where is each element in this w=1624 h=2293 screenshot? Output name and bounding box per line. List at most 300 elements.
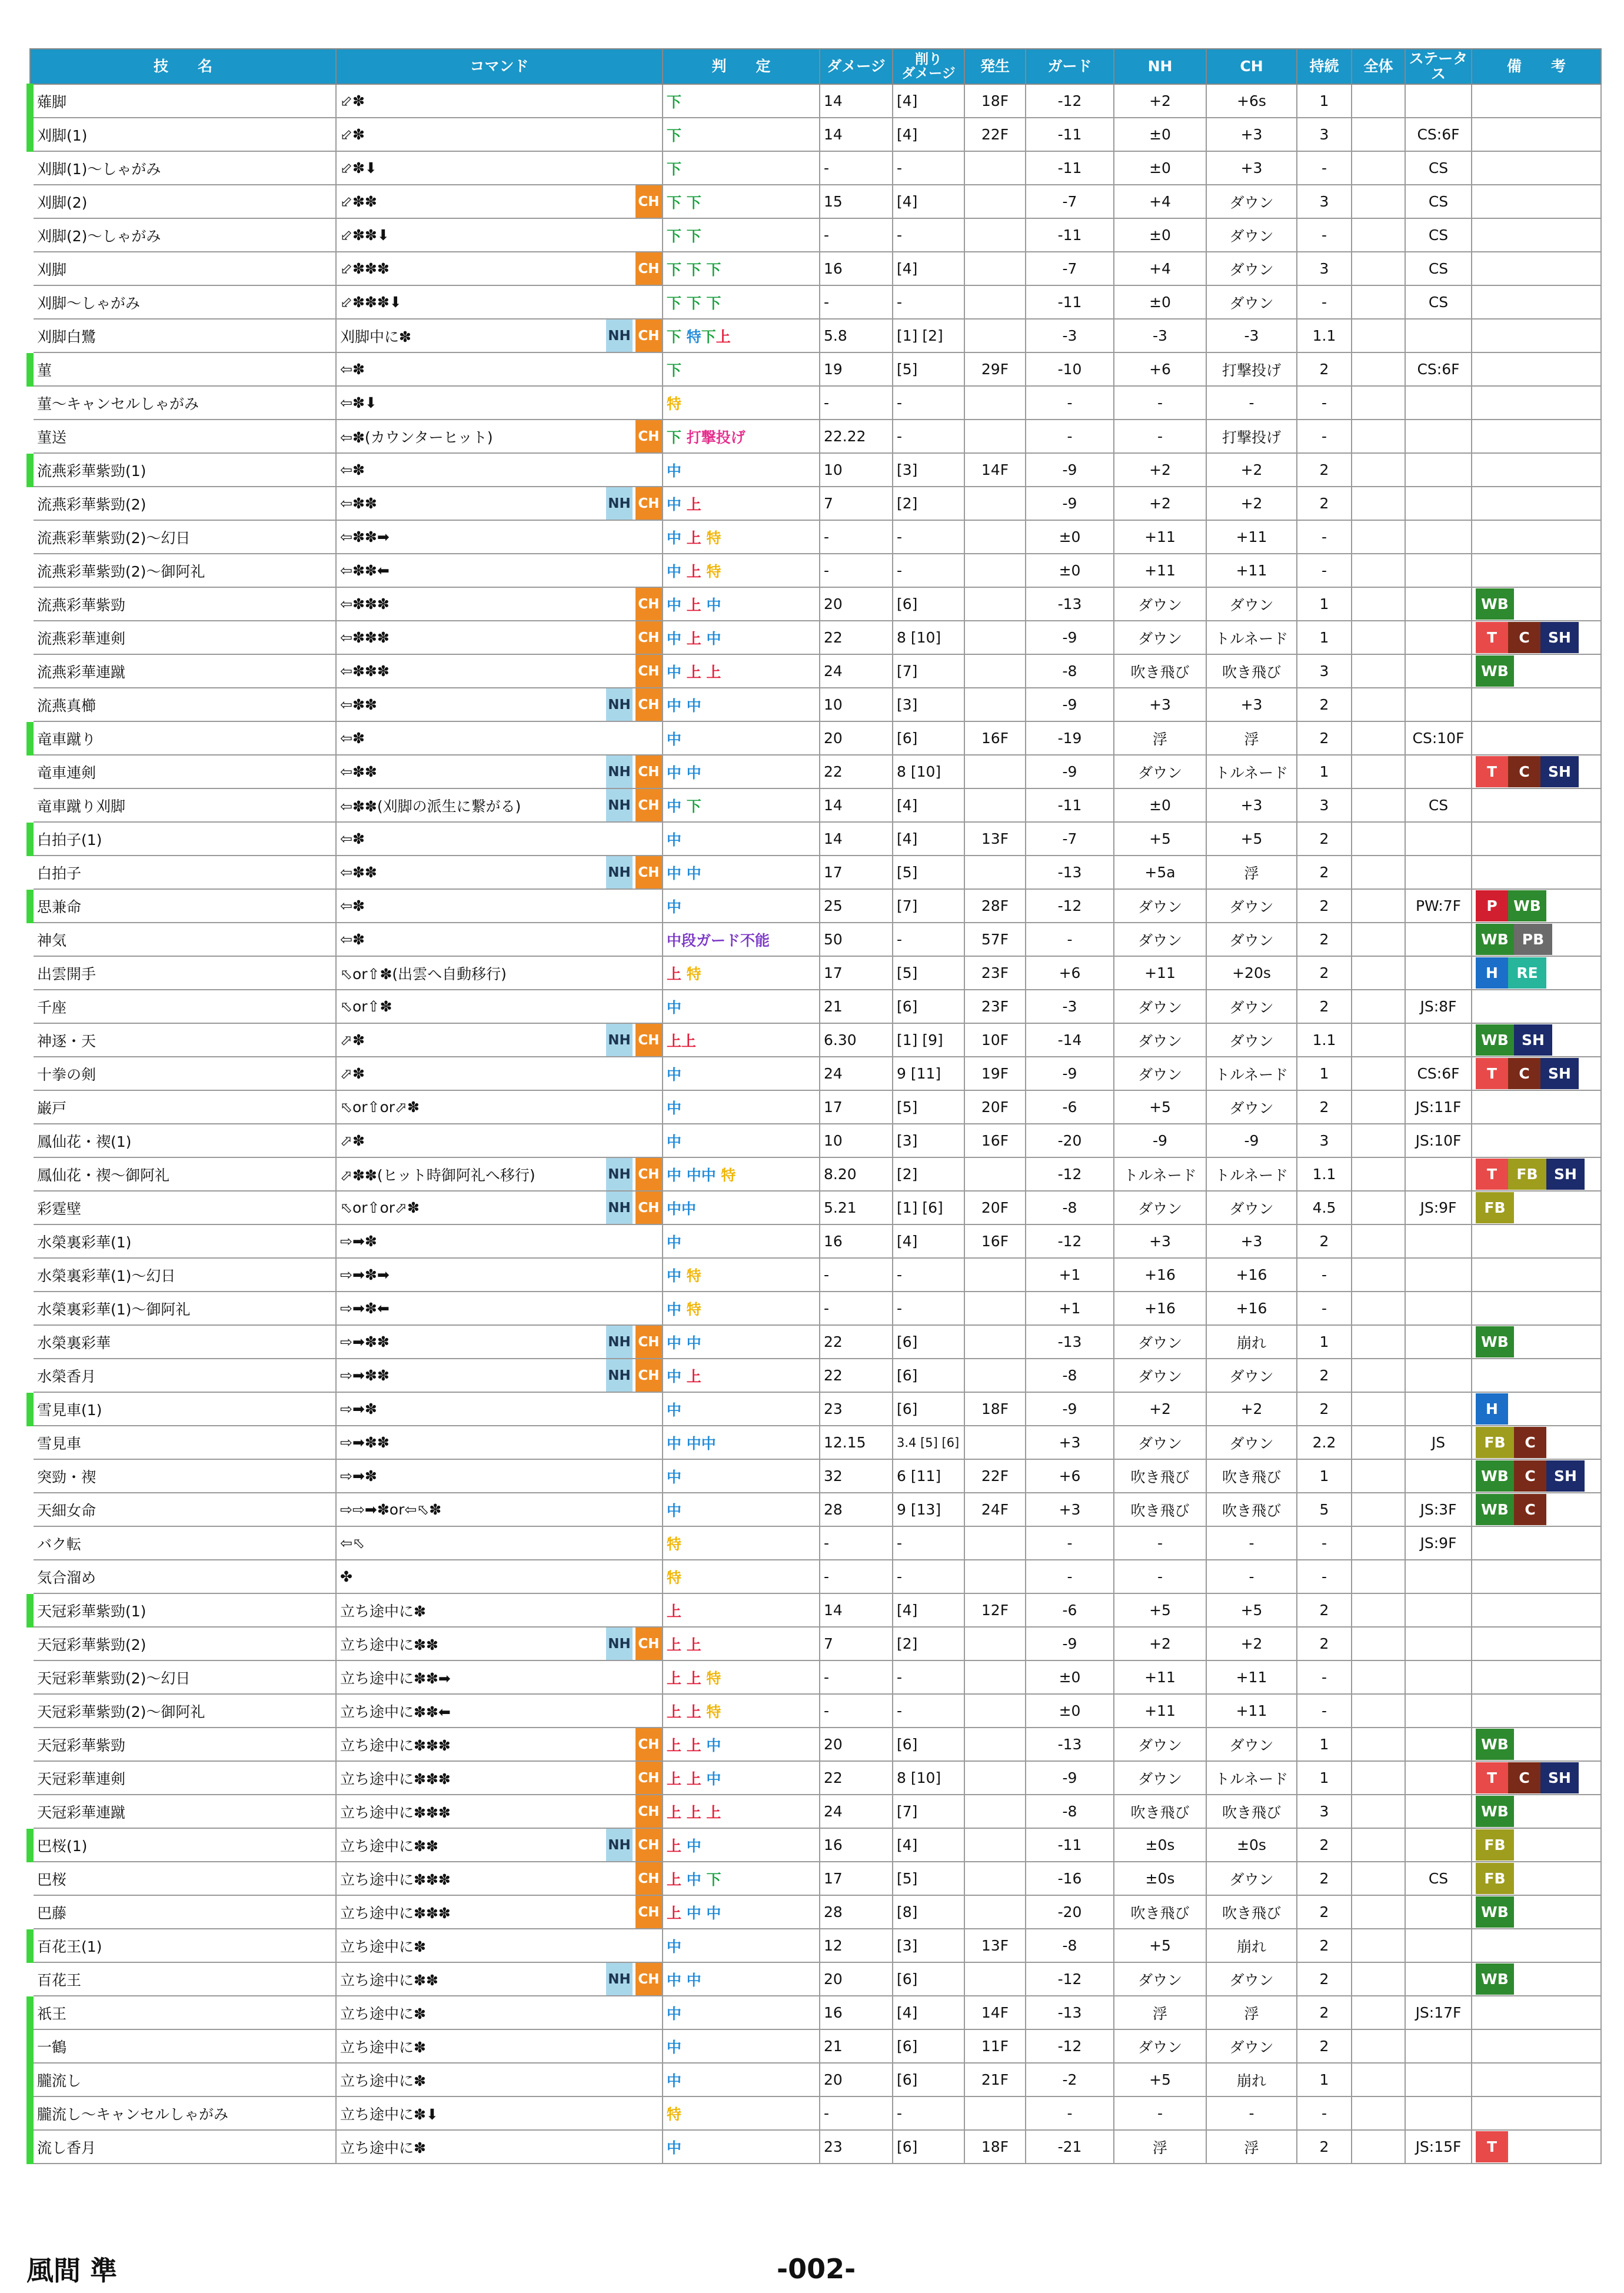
hit-level: 中 bbox=[667, 730, 682, 748]
status bbox=[1405, 2063, 1472, 2096]
nh-frames: 浮 bbox=[1114, 1996, 1206, 2029]
notes-cell bbox=[1472, 1224, 1601, 1258]
chip-damage: [5] bbox=[893, 1090, 964, 1124]
ch-frames: 打撃投げ bbox=[1206, 352, 1297, 386]
badge-group bbox=[1476, 320, 1597, 351]
notes-cell bbox=[1472, 2130, 1601, 2164]
duration: 1 bbox=[1297, 1057, 1352, 1090]
duration: - bbox=[1297, 554, 1352, 587]
chip-damage: - bbox=[893, 1694, 964, 1728]
hit-level-cell bbox=[663, 520, 820, 554]
hit-level: 中 bbox=[667, 2005, 682, 2022]
damage: 19 bbox=[820, 352, 893, 386]
guard-frames: -9 bbox=[1026, 1057, 1114, 1090]
hit-level: 特 bbox=[721, 1166, 736, 1184]
table-row bbox=[30, 1157, 1601, 1191]
damage: 22 bbox=[820, 1325, 893, 1359]
table-row bbox=[30, 889, 1601, 923]
damage: 21 bbox=[820, 2029, 893, 2063]
total-frames bbox=[1352, 856, 1405, 889]
nh-frames: +4 bbox=[1114, 185, 1206, 218]
move-name: 天冠彩華連蹴 bbox=[30, 1795, 336, 1828]
chip-damage: [1] [9] bbox=[893, 1023, 964, 1057]
badge-wb: WB bbox=[1476, 1963, 1514, 1995]
badge-re: RE bbox=[1508, 957, 1546, 989]
status: CS bbox=[1405, 185, 1472, 218]
move-name: 祇王 bbox=[30, 1996, 336, 2029]
hit-level-cell bbox=[663, 1057, 820, 1090]
badge-group bbox=[1476, 1293, 1597, 1324]
guard-frames: - bbox=[1026, 386, 1114, 420]
startup bbox=[964, 788, 1026, 822]
total-frames bbox=[1352, 621, 1405, 654]
guard-frames: ±0 bbox=[1026, 1694, 1114, 1728]
nh-tag: NH bbox=[606, 1963, 633, 1995]
nh-tag: NH bbox=[606, 1158, 633, 1190]
command-cell bbox=[336, 1728, 663, 1761]
hit-level-cell bbox=[663, 1728, 820, 1761]
command-cell bbox=[336, 453, 663, 487]
table-row bbox=[30, 1124, 1601, 1157]
hit-level: 特 bbox=[686, 1300, 701, 1318]
damage: 15 bbox=[820, 185, 893, 218]
hit-level: 下 bbox=[667, 361, 682, 379]
ch-tag: CH bbox=[635, 1192, 662, 1224]
guard-frames: -13 bbox=[1026, 856, 1114, 889]
table-row bbox=[30, 2029, 1601, 2063]
duration: - bbox=[1297, 2096, 1352, 2130]
command-cell bbox=[336, 218, 663, 252]
nh-frames: トルネード bbox=[1114, 1157, 1206, 1191]
ch-tag: CH bbox=[635, 789, 662, 821]
chip-damage: 8 [10] bbox=[893, 621, 964, 654]
table-row bbox=[30, 1795, 1601, 1828]
nh-frames: ±0 bbox=[1114, 151, 1206, 185]
command-text: ⇦✽✽ bbox=[340, 495, 377, 512]
command-text: ⇦✽(カウンターヒット) bbox=[340, 428, 493, 446]
chip-damage: 8 [10] bbox=[893, 755, 964, 788]
command-cell bbox=[336, 1862, 663, 1895]
command-text: ⬁or⇧✽(出雲へ自動移行) bbox=[340, 965, 507, 983]
hit-level: 特 bbox=[667, 1569, 682, 1586]
table-row bbox=[30, 654, 1601, 688]
startup: 16F bbox=[964, 1124, 1026, 1157]
hit-level-cell bbox=[663, 185, 820, 218]
nh-frames: 吹き飛び bbox=[1114, 1795, 1206, 1828]
startup: 22F bbox=[964, 118, 1026, 151]
guard-frames: -7 bbox=[1026, 822, 1114, 856]
hit-level-cell bbox=[663, 1157, 820, 1191]
ch-tag: CH bbox=[635, 1628, 662, 1660]
badge-c: C bbox=[1514, 1427, 1546, 1458]
badge-group bbox=[1476, 890, 1597, 921]
badge-group bbox=[1476, 2064, 1597, 2095]
ch-tag: CH bbox=[635, 1829, 662, 1861]
duration: 1 bbox=[1297, 2063, 1352, 2096]
ch-tag: CH bbox=[635, 1158, 662, 1190]
chip-damage: - bbox=[893, 2096, 964, 2130]
col-header-total: 全体 bbox=[1352, 49, 1405, 84]
table-row bbox=[30, 1560, 1601, 1593]
move-name: 千座 bbox=[30, 990, 336, 1023]
hit-level-cell bbox=[663, 923, 820, 956]
guard-frames: - bbox=[1026, 2096, 1114, 2130]
badge-wb: WB bbox=[1476, 1326, 1514, 1357]
move-name: 天冠彩華連剣 bbox=[30, 1761, 336, 1795]
table-row bbox=[30, 1392, 1601, 1426]
command-cell bbox=[336, 587, 663, 621]
ch-frames: +11 bbox=[1206, 1694, 1297, 1728]
total-frames bbox=[1352, 1728, 1405, 1761]
total-frames bbox=[1352, 1560, 1405, 1593]
move-name: 竜車連剣 bbox=[30, 755, 336, 788]
command-text: 立ち途中に✽✽✽ bbox=[340, 1770, 451, 1788]
notes-cell bbox=[1472, 956, 1601, 990]
status bbox=[1405, 1929, 1472, 1962]
total-frames bbox=[1352, 1996, 1405, 2029]
damage: 7 bbox=[820, 487, 893, 520]
startup bbox=[964, 1694, 1026, 1728]
move-name: 流し香月 bbox=[30, 2130, 336, 2164]
status bbox=[1405, 1795, 1472, 1828]
status bbox=[1405, 420, 1472, 453]
guard-frames: -16 bbox=[1026, 1862, 1114, 1895]
status: CS bbox=[1405, 788, 1472, 822]
hit-level-cell bbox=[663, 1124, 820, 1157]
damage: 10 bbox=[820, 1124, 893, 1157]
duration: 2 bbox=[1297, 2130, 1352, 2164]
hit-level-cell bbox=[663, 554, 820, 587]
startup: 22F bbox=[964, 1459, 1026, 1493]
guard-frames: -11 bbox=[1026, 285, 1114, 319]
badge-group bbox=[1476, 756, 1597, 787]
startup bbox=[964, 185, 1026, 218]
total-frames bbox=[1352, 755, 1405, 788]
notes-cell bbox=[1472, 1023, 1601, 1057]
badge-group bbox=[1476, 2031, 1597, 2062]
badge-group bbox=[1476, 723, 1597, 754]
status bbox=[1405, 956, 1472, 990]
table-row bbox=[30, 621, 1601, 654]
badge-h: H bbox=[1476, 1393, 1508, 1425]
hit-level: 中 bbox=[667, 1066, 682, 1083]
guard-frames: -9 bbox=[1026, 1627, 1114, 1660]
damage: 16 bbox=[820, 1996, 893, 2029]
badge-group bbox=[1476, 2131, 1597, 2162]
move-name: 竜車蹴り刈脚 bbox=[30, 788, 336, 822]
ch-tag: CH bbox=[635, 856, 662, 888]
chip-damage: [7] bbox=[893, 889, 964, 923]
command-text: ⇨➡✽ bbox=[340, 1467, 377, 1485]
notes-cell bbox=[1472, 84, 1601, 118]
chip-damage: [3] bbox=[893, 1124, 964, 1157]
nh-tag: NH bbox=[606, 1359, 633, 1392]
hit-level: 中 bbox=[686, 1837, 701, 1855]
hit-level-cell bbox=[663, 1292, 820, 1325]
command-cell bbox=[336, 252, 663, 285]
hit-level: 中 bbox=[667, 1233, 682, 1251]
command-cell bbox=[336, 721, 663, 755]
table-row bbox=[30, 688, 1601, 721]
hit-level: 特 bbox=[667, 395, 682, 412]
startup bbox=[964, 1359, 1026, 1392]
startup bbox=[964, 386, 1026, 420]
command-cell bbox=[336, 285, 663, 319]
move-name: 十拳の剣 bbox=[30, 1057, 336, 1090]
startup: 23F bbox=[964, 990, 1026, 1023]
hit-level: 上 bbox=[667, 1837, 687, 1855]
total-frames bbox=[1352, 822, 1405, 856]
nh-frames: +11 bbox=[1114, 1694, 1206, 1728]
status bbox=[1405, 688, 1472, 721]
startup bbox=[964, 285, 1026, 319]
command-cell bbox=[336, 923, 663, 956]
notes-cell bbox=[1472, 1258, 1601, 1292]
status bbox=[1405, 1459, 1472, 1493]
duration: 3 bbox=[1297, 118, 1352, 151]
badge-pb: PB bbox=[1514, 924, 1552, 955]
badge-group bbox=[1476, 1829, 1597, 1861]
notes-cell bbox=[1472, 923, 1601, 956]
chip-damage: [6] bbox=[893, 2029, 964, 2063]
damage: - bbox=[820, 520, 893, 554]
total-frames bbox=[1352, 1526, 1405, 1560]
chip-damage: [1] [2] bbox=[893, 319, 964, 352]
startup: 57F bbox=[964, 923, 1026, 956]
damage: 5.8 bbox=[820, 319, 893, 352]
chip-damage: 9 [11] bbox=[893, 1057, 964, 1090]
ch-frames: +3 bbox=[1206, 788, 1297, 822]
badge-group bbox=[1476, 119, 1597, 150]
move-name: 朧流し～キャンセルしゃがみ bbox=[30, 2096, 336, 2130]
table-row bbox=[30, 587, 1601, 621]
col-header-status: ステータス bbox=[1405, 49, 1472, 84]
ch-frames: ダウン bbox=[1206, 587, 1297, 621]
ch-frames: ダウン bbox=[1206, 218, 1297, 252]
command-cell bbox=[336, 1660, 663, 1694]
ch-tag: CH bbox=[635, 1728, 662, 1760]
command-cell bbox=[336, 1593, 663, 1627]
command-cell bbox=[336, 319, 663, 352]
guard-frames: -9 bbox=[1026, 453, 1114, 487]
col-header-command: コマンド bbox=[336, 49, 663, 84]
hit-level: 上 bbox=[686, 529, 707, 547]
chip-damage: [4] bbox=[893, 118, 964, 151]
guard-frames: -10 bbox=[1026, 352, 1114, 386]
ch-frames: +11 bbox=[1206, 520, 1297, 554]
command-cell bbox=[336, 1761, 663, 1795]
guard-frames: -14 bbox=[1026, 1023, 1114, 1057]
hit-level-cell bbox=[663, 1761, 820, 1795]
status: JS:11F bbox=[1405, 1090, 1472, 1124]
nh-frames: ±0s bbox=[1114, 1862, 1206, 1895]
ch-frames: +16 bbox=[1206, 1292, 1297, 1325]
badge-group bbox=[1476, 1024, 1597, 1056]
ch-frames: ダウン bbox=[1206, 1191, 1297, 1224]
hit-level: 上 bbox=[667, 1602, 682, 1620]
hit-level: 下 bbox=[667, 428, 687, 446]
move-name: 水榮香月 bbox=[30, 1359, 336, 1392]
ch-frames: +2 bbox=[1206, 487, 1297, 520]
notes-cell bbox=[1472, 185, 1601, 218]
guard-frames: -11 bbox=[1026, 218, 1114, 252]
total-frames bbox=[1352, 84, 1405, 118]
command-text: ✤ bbox=[340, 1568, 352, 1585]
ch-frames: ダウン bbox=[1206, 990, 1297, 1023]
duration: - bbox=[1297, 1292, 1352, 1325]
notes-cell bbox=[1472, 1359, 1601, 1392]
duration: 2 bbox=[1297, 1392, 1352, 1426]
command-text: ⇦✽✽➡ bbox=[340, 528, 390, 545]
badge-group bbox=[1476, 421, 1597, 452]
command-text: 立ち途中に✽ bbox=[340, 2139, 426, 2156]
guard-frames: ±0 bbox=[1026, 1660, 1114, 1694]
ch-frames: -3 bbox=[1206, 319, 1297, 352]
command-cell bbox=[336, 352, 663, 386]
duration: 1 bbox=[1297, 1459, 1352, 1493]
duration: 2 bbox=[1297, 487, 1352, 520]
command-text: 立ち途中に✽✽✽ bbox=[340, 1803, 451, 1821]
nh-tag: NH bbox=[606, 1628, 633, 1660]
command-text: ⬃✽ bbox=[340, 126, 365, 143]
hit-level: 特 bbox=[706, 1703, 721, 1720]
status bbox=[1405, 554, 1472, 587]
table-row bbox=[30, 2130, 1601, 2164]
move-name: 流燕彩華紫勁(2)～御阿礼 bbox=[30, 554, 336, 587]
table-row bbox=[30, 420, 1601, 453]
move-name: 百花王 bbox=[30, 1962, 336, 1996]
command-cell bbox=[336, 1392, 663, 1426]
table-row bbox=[30, 788, 1601, 822]
duration: - bbox=[1297, 520, 1352, 554]
nh-frames: ダウン bbox=[1114, 923, 1206, 956]
hit-level-cell bbox=[663, 285, 820, 319]
table-row bbox=[30, 520, 1601, 554]
guard-frames: -7 bbox=[1026, 252, 1114, 285]
chip-damage: [4] bbox=[893, 185, 964, 218]
duration: - bbox=[1297, 1660, 1352, 1694]
chip-damage: - bbox=[893, 554, 964, 587]
total-frames bbox=[1352, 1057, 1405, 1090]
damage: 17 bbox=[820, 856, 893, 889]
duration: 1 bbox=[1297, 84, 1352, 118]
nh-frames: +2 bbox=[1114, 453, 1206, 487]
table-row bbox=[30, 1023, 1601, 1057]
hit-level: 中 中 bbox=[667, 764, 701, 781]
table-row bbox=[30, 352, 1601, 386]
duration: 2 bbox=[1297, 1996, 1352, 2029]
status bbox=[1405, 1728, 1472, 1761]
header-row bbox=[30, 49, 1601, 84]
badge-wb: WB bbox=[1476, 1796, 1514, 1827]
guard-frames: ±0 bbox=[1026, 554, 1114, 587]
command-cell bbox=[336, 822, 663, 856]
total-frames bbox=[1352, 487, 1405, 520]
nh-tag: NH bbox=[606, 1326, 633, 1358]
ch-frames: +2 bbox=[1206, 1627, 1297, 1660]
damage: 23 bbox=[820, 1392, 893, 1426]
ch-frames: +3 bbox=[1206, 1224, 1297, 1258]
command-text: ⇦✽ bbox=[340, 461, 365, 478]
hit-level: 中 bbox=[667, 1938, 682, 1955]
command-cell bbox=[336, 889, 663, 923]
duration: 1.1 bbox=[1297, 319, 1352, 352]
guard-frames: +3 bbox=[1026, 1426, 1114, 1459]
hit-level-cell bbox=[663, 856, 820, 889]
chip-damage: [4] bbox=[893, 252, 964, 285]
total-frames bbox=[1352, 1761, 1405, 1795]
badge-sh: SH bbox=[1540, 1762, 1579, 1793]
status bbox=[1405, 386, 1472, 420]
status bbox=[1405, 1359, 1472, 1392]
total-frames bbox=[1352, 1292, 1405, 1325]
hit-level: 中 bbox=[667, 1133, 682, 1150]
badge-wb: WB bbox=[1476, 1896, 1514, 1928]
notes-cell bbox=[1472, 1292, 1601, 1325]
guard-frames: +1 bbox=[1026, 1292, 1114, 1325]
status: CS bbox=[1405, 1862, 1472, 1895]
total-frames bbox=[1352, 118, 1405, 151]
notes-cell bbox=[1472, 118, 1601, 151]
col-header-ch: CH bbox=[1206, 49, 1297, 84]
table-row bbox=[30, 923, 1601, 956]
status bbox=[1405, 1560, 1472, 1593]
table-row bbox=[30, 2063, 1601, 2096]
chip-damage: [4] bbox=[893, 1996, 964, 2029]
chip-damage: - bbox=[893, 923, 964, 956]
badge-group bbox=[1476, 1058, 1597, 1089]
move-name: 突勁・禊 bbox=[30, 1459, 336, 1493]
table-row bbox=[30, 1426, 1601, 1459]
table-row bbox=[30, 1593, 1601, 1627]
move-name: 竜車蹴り bbox=[30, 721, 336, 755]
badge-group bbox=[1476, 1125, 1597, 1156]
badge-t: T bbox=[1476, 1058, 1508, 1089]
duration: - bbox=[1297, 218, 1352, 252]
ch-tag: CH bbox=[635, 1762, 662, 1794]
table-row bbox=[30, 1895, 1601, 1929]
command-text: ⬃✽✽✽ bbox=[340, 260, 390, 277]
startup: 18F bbox=[964, 84, 1026, 118]
table-row bbox=[30, 1862, 1601, 1895]
duration: 1 bbox=[1297, 1761, 1352, 1795]
command-cell bbox=[336, 1895, 663, 1929]
startup: 18F bbox=[964, 1392, 1026, 1426]
guard-frames: -8 bbox=[1026, 1191, 1114, 1224]
startup: 29F bbox=[964, 352, 1026, 386]
table-row bbox=[30, 755, 1601, 788]
badge-group bbox=[1476, 1091, 1597, 1123]
damage: - bbox=[820, 1694, 893, 1728]
status: CS bbox=[1405, 218, 1472, 252]
move-name: 刈脚白鷺 bbox=[30, 319, 336, 352]
command-cell bbox=[336, 1795, 663, 1828]
command-text: 立ち途中に✽ bbox=[340, 2038, 426, 2056]
hit-level: 下 bbox=[701, 328, 716, 345]
command-cell bbox=[336, 1560, 663, 1593]
hit-level-cell bbox=[663, 252, 820, 285]
status bbox=[1405, 1660, 1472, 1694]
move-name: 巴藤 bbox=[30, 1895, 336, 1929]
hit-level-cell bbox=[663, 587, 820, 621]
nh-frames: ダウン bbox=[1114, 1761, 1206, 1795]
command-cell bbox=[336, 1224, 663, 1258]
ch-frames: 浮 bbox=[1206, 1996, 1297, 2029]
guard-frames: ±0 bbox=[1026, 520, 1114, 554]
move-name: 天冠彩華紫勁 bbox=[30, 1728, 336, 1761]
badge-wb: WB bbox=[1508, 890, 1546, 921]
ch-frames: 浮 bbox=[1206, 856, 1297, 889]
